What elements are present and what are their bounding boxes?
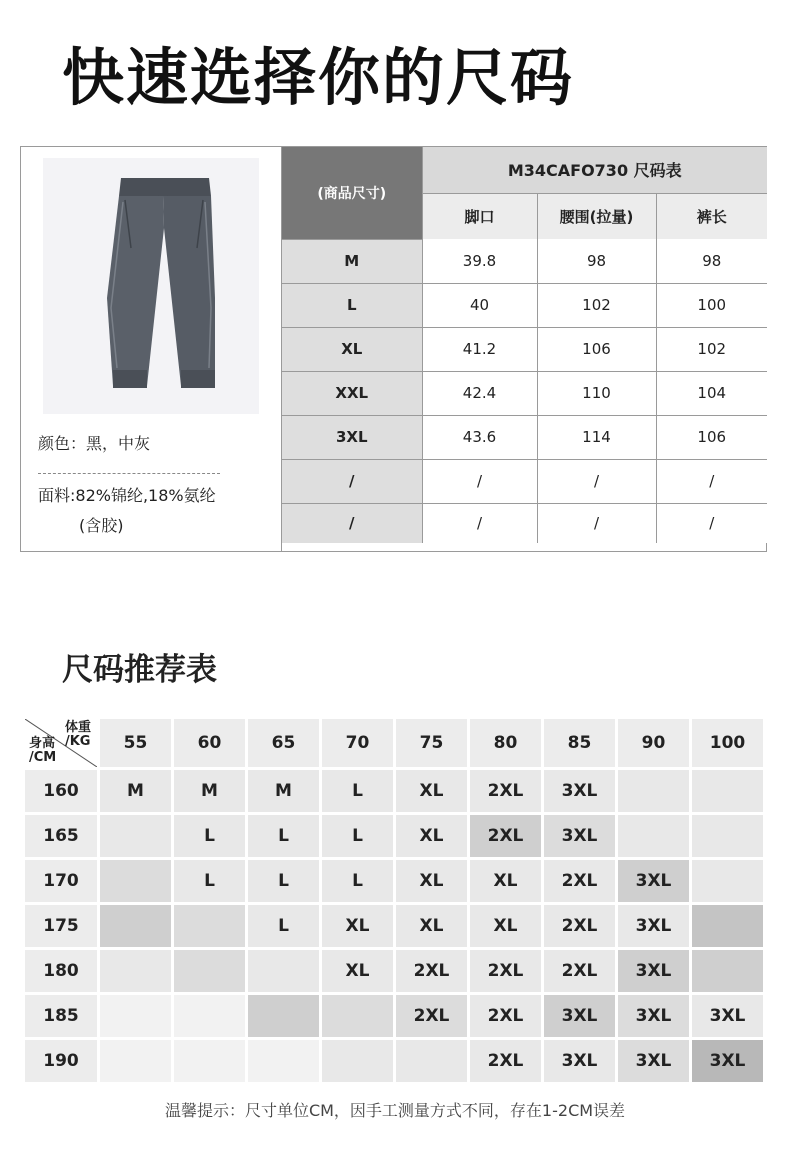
product-panel xyxy=(21,147,282,551)
measurement-value: 40 xyxy=(422,283,537,327)
size-label: 3XL xyxy=(282,415,422,459)
recommended-size: 2XL xyxy=(396,950,467,992)
height-label: 175 xyxy=(25,905,97,947)
recommended-size xyxy=(248,1040,319,1082)
recommended-size xyxy=(174,905,245,947)
table-row xyxy=(25,1040,763,1082)
measurement-value: 102 xyxy=(537,283,656,327)
recommended-size xyxy=(100,950,171,992)
recommended-size: L xyxy=(322,860,393,902)
recommended-size xyxy=(396,1040,467,1082)
measurement-value: / xyxy=(422,503,537,543)
recommended-size: XL xyxy=(322,905,393,947)
recommended-size: 2XL xyxy=(470,770,541,812)
measurement-value: 39.8 xyxy=(422,239,537,283)
recommended-size: M xyxy=(174,770,245,812)
height-label: 165 xyxy=(25,815,97,857)
recommended-size xyxy=(618,815,689,857)
jogger-pants-image xyxy=(43,158,259,414)
size-rows xyxy=(282,239,767,543)
recommended-size: L xyxy=(174,860,245,902)
measurement-value: / xyxy=(656,503,767,543)
measurement-value: 98 xyxy=(656,239,767,283)
recommended-size: XL xyxy=(396,770,467,812)
recommended-size: 2XL xyxy=(544,905,615,947)
recommended-size: 3XL xyxy=(544,770,615,812)
table-row xyxy=(25,860,763,902)
size-label: XL xyxy=(282,327,422,371)
corner-cell xyxy=(25,719,97,767)
fabric-info: 面料:82%锦纶,18%氨纶 xyxy=(38,486,216,505)
size-header: (商品尺寸) xyxy=(282,147,422,239)
recommended-size: 2XL xyxy=(544,860,615,902)
recommended-size: 3XL xyxy=(618,905,689,947)
recommendation-table xyxy=(22,716,766,1085)
recommended-size xyxy=(248,950,319,992)
recommended-size xyxy=(100,905,171,947)
table-row xyxy=(282,239,767,283)
size-label: L xyxy=(282,283,422,327)
size-chart xyxy=(20,146,767,552)
measurement-value: 43.6 xyxy=(422,415,537,459)
measurement-value: 100 xyxy=(656,283,767,327)
recommended-size xyxy=(100,815,171,857)
measurement-value: 114 xyxy=(537,415,656,459)
height-label: 190 xyxy=(25,1040,97,1082)
recommended-size xyxy=(100,860,171,902)
weight-header: 80 xyxy=(470,719,541,767)
recommended-size xyxy=(322,995,393,1037)
recommended-size xyxy=(100,1040,171,1082)
measurement-value: / xyxy=(537,459,656,503)
recommended-size xyxy=(692,770,763,812)
weight-header: 65 xyxy=(248,719,319,767)
column-header: 裤长 xyxy=(656,193,767,239)
recommended-size: M xyxy=(248,770,319,812)
height-label: 170 xyxy=(25,860,97,902)
recommended-size xyxy=(692,860,763,902)
recommended-size xyxy=(692,815,763,857)
size-label: / xyxy=(282,503,422,543)
recommended-size: XL xyxy=(322,950,393,992)
recommended-size: 3XL xyxy=(692,1040,763,1082)
recommended-size: 2XL xyxy=(470,1040,541,1082)
recommended-size: XL xyxy=(470,860,541,902)
size-label: M xyxy=(282,239,422,283)
color-info: 颜色：黑，中灰 xyxy=(38,434,151,453)
page-title: 快速选择你的尺码 xyxy=(62,41,575,114)
height-label: 180 xyxy=(25,950,97,992)
recommended-size xyxy=(322,1040,393,1082)
height-label: 160 xyxy=(25,770,97,812)
recommended-size: 2XL xyxy=(544,950,615,992)
table-row xyxy=(282,327,767,371)
measurement-value: 104 xyxy=(656,371,767,415)
recommended-size xyxy=(618,770,689,812)
recommendation-title: 尺码推荐表 xyxy=(62,652,217,688)
table-row xyxy=(282,459,767,503)
weight-header: 100 xyxy=(692,719,763,767)
recommended-size xyxy=(174,995,245,1037)
recommended-size xyxy=(248,995,319,1037)
recommended-size xyxy=(692,905,763,947)
size-label: / xyxy=(282,459,422,503)
recommended-size: 3XL xyxy=(618,1040,689,1082)
recommended-size: L xyxy=(248,860,319,902)
recommended-size: 2XL xyxy=(470,950,541,992)
measurement-value: 98 xyxy=(537,239,656,283)
weight-header-row xyxy=(25,719,763,767)
measurement-value: / xyxy=(422,459,537,503)
weight-header: 60 xyxy=(174,719,245,767)
table-row xyxy=(25,950,763,992)
fabric-note: (含胶) xyxy=(79,516,124,535)
recommended-size: 2XL xyxy=(470,815,541,857)
recommended-size: XL xyxy=(470,905,541,947)
size-label: XXL xyxy=(282,371,422,415)
measurement-value: 102 xyxy=(656,327,767,371)
divider xyxy=(38,473,220,474)
weight-header: 85 xyxy=(544,719,615,767)
size-table-title: M34CAFO730 尺码表 xyxy=(422,147,767,193)
recommended-size: XL xyxy=(396,905,467,947)
measurement-value: / xyxy=(537,503,656,543)
recommended-size: L xyxy=(322,770,393,812)
recommended-size: L xyxy=(248,905,319,947)
column-header: 脚口 xyxy=(422,193,537,239)
weight-header: 70 xyxy=(322,719,393,767)
recommended-size: L xyxy=(248,815,319,857)
recommendation-rows xyxy=(25,770,763,1082)
weight-header: 55 xyxy=(100,719,171,767)
measurement-value: 41.2 xyxy=(422,327,537,371)
measurement-value: 42.4 xyxy=(422,371,537,415)
recommended-size: L xyxy=(174,815,245,857)
table-row xyxy=(25,905,763,947)
table-row xyxy=(25,995,763,1037)
weight-axis-label: 体重 /KG xyxy=(64,720,91,749)
weight-header: 75 xyxy=(396,719,467,767)
recommended-size: 3XL xyxy=(692,995,763,1037)
recommended-size: 2XL xyxy=(470,995,541,1037)
height-axis-label: 身高 /CM xyxy=(29,736,57,765)
table-row xyxy=(282,371,767,415)
recommended-size: 3XL xyxy=(544,995,615,1037)
measurement-tip: 温馨提示：尺寸单位CM，因手工测量方式不同，存在1-2CM误差 xyxy=(164,1101,626,1120)
recommended-size: 3XL xyxy=(544,1040,615,1082)
table-row xyxy=(25,770,763,812)
measurement-value: 106 xyxy=(537,327,656,371)
recommended-size: L xyxy=(322,815,393,857)
table-row xyxy=(282,283,767,327)
recommended-size: 3XL xyxy=(544,815,615,857)
recommended-size xyxy=(692,950,763,992)
recommended-size: XL xyxy=(396,860,467,902)
recommended-size xyxy=(174,1040,245,1082)
recommended-size: 3XL xyxy=(618,950,689,992)
size-table xyxy=(282,147,767,543)
recommended-size xyxy=(100,995,171,1037)
recommended-size: XL xyxy=(396,815,467,857)
measurement-value: / xyxy=(656,459,767,503)
table-row xyxy=(25,815,763,857)
column-header: 腰围(拉量) xyxy=(537,193,656,239)
recommended-size xyxy=(174,950,245,992)
table-row xyxy=(282,503,767,543)
recommended-size: 3XL xyxy=(618,995,689,1037)
weight-header: 90 xyxy=(618,719,689,767)
height-label: 185 xyxy=(25,995,97,1037)
measurement-value: 106 xyxy=(656,415,767,459)
recommended-size: 3XL xyxy=(618,860,689,902)
measurement-value: 110 xyxy=(537,371,656,415)
table-row xyxy=(282,415,767,459)
recommended-size: M xyxy=(100,770,171,812)
recommended-size: 2XL xyxy=(396,995,467,1037)
